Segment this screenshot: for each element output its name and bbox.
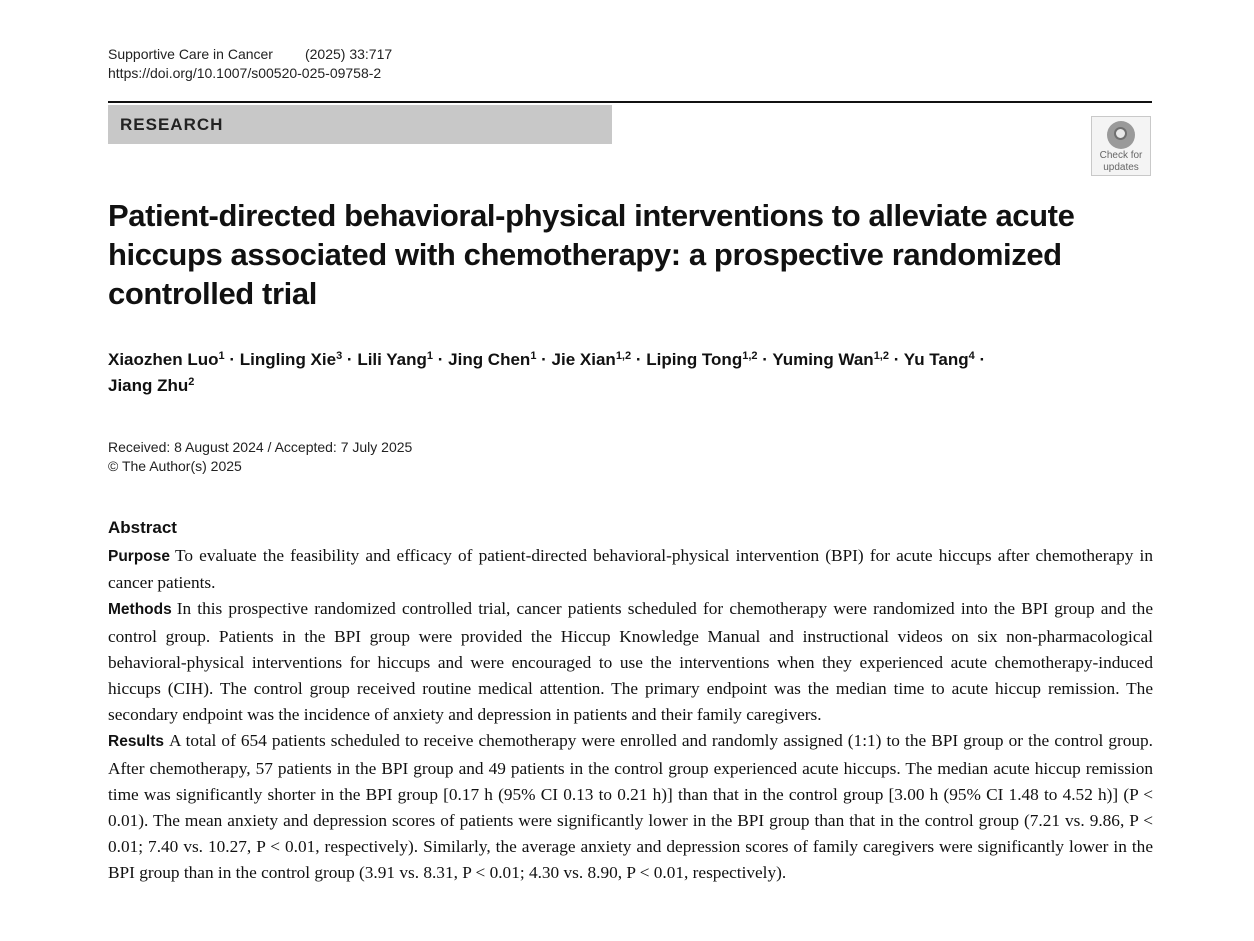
abstract-heading: Abstract <box>108 518 177 537</box>
purpose-text: To evaluate the feasibility and efficacy of patient-directed behavioral-physical intervention (BPI) for acute hiccups after chemotherapy in cancer patients. <box>108 546 1153 593</box>
author-name[interactable]: Xiaozhen Luo <box>108 350 219 369</box>
abstract-results <box>108 728 1153 886</box>
author-name[interactable]: Liping Tong <box>646 350 743 369</box>
abstract-methods <box>108 596 1153 728</box>
section-banner <box>108 105 612 144</box>
check-for-updates-badge[interactable] <box>1091 116 1151 176</box>
header-rule <box>108 101 1152 103</box>
author-name[interactable]: Lingling Xie <box>239 350 337 369</box>
journal-header <box>108 45 392 83</box>
author-affiliation: 4 <box>968 350 975 362</box>
author-affiliation: 1 <box>218 350 225 362</box>
author-name[interactable]: Jing Chen <box>448 350 531 369</box>
author-affiliation: 1 <box>530 350 537 362</box>
results-text: A total of 654 patients scheduled to receive chemotherapy were enrolled and randomly assigned (1:1) to the BPI group or the control group. After chemotherapy, 57 patients in the BPI group and 49 patients in the control group experienced acute hiccups. The median acute hiccup remission time was significantly shorter in the BPI group [0.17 h (95% CI 0.13 to 0.21 h)] than that in the control group [3.00 h (95% CI 1.48 to 4.52 h)] (P < 0.01). The mean anxiety and depression scores of patients were significantly lower in the BPI group than that in the control group (7.21 vs. 9.86, P < 0.01; 7.40 vs. 10.27, P < 0.01, respectively). Similarly, the average anxiety and depression scores of family caregivers were significantly lower in the BPI group than in the control group (3.91 vs. 8.31, P < 0.01; 4.30 vs. 8.90, P < 0.01, respectively). <box>108 731 1153 883</box>
author-affiliation: 1 <box>426 350 434 362</box>
abstract-body <box>108 543 1153 887</box>
author-affiliation: 3 <box>336 350 343 362</box>
received-accepted: Received: 8 August 2024 / Accepted: 7 July 2025 <box>108 439 413 455</box>
copyright: © The Author(s) 2025 <box>108 458 242 474</box>
author-affiliation: 1,2 <box>873 350 889 362</box>
author-name[interactable]: Jiang Zhu <box>108 376 189 395</box>
methods-text: In this prospective randomized controlled trial, cancer patients scheduled for chemotherapy were randomized into the BPI group and the control group. Patients in the BPI group were provided the Hiccup Knowledge Manual and instructional videos on six non-pharmacological behavioral-physical interventions for hiccups and were encouraged to use the interventions when they experienced acute chemotherapy-induced hiccups (CIH). The control group received routine medical attention. The primary endpoint was the median time to acute hiccup remission. The secondary endpoint was the incidence of anxiety and depression in patients and their family caregivers. <box>108 599 1153 725</box>
check-for-updates-text-2: updates <box>1103 162 1139 173</box>
paper-title: Patient-directed behavioral-physical interventions to alleviate acute hiccups associated with chemotherapy: a prospective randomized controlled trial <box>108 198 1075 311</box>
journal-volume: (2025) 33:717 <box>304 46 393 62</box>
author-name[interactable]: Yu Tang <box>903 350 969 369</box>
author-affiliation: 2 <box>188 376 195 388</box>
author-name[interactable]: Yuming Wan <box>772 350 874 369</box>
check-for-updates-text-1: Check for <box>1099 150 1143 161</box>
author-list: Xiaozhen Luo$^1$ · Lingling Xie$^3$ · Lili Yang$^1$ · Jing Chen$^1$ · Jie Xian$^{1,2}$ · Liping Tong$^{1,2}$ · Yuming Wan$^{1,2}$ · Yu Tang$^4$ · Jiang Zhu$^2$ <box>108 350 986 395</box>
purpose-label: Purpose <box>108 548 171 565</box>
author-affiliation: 1,2 <box>615 350 632 362</box>
abstract-purpose <box>108 543 1153 596</box>
author-name[interactable]: Jie Xian <box>551 350 616 369</box>
article-dates <box>108 438 412 476</box>
results-label: Results <box>108 733 164 751</box>
check-for-updates-icon <box>1107 121 1135 149</box>
author-name[interactable]: Lili Yang <box>357 350 427 369</box>
journal-name: Supportive Care in Cancer <box>108 46 273 62</box>
section-label: RESEARCH <box>120 115 224 134</box>
methods-label: Methods <box>108 601 172 619</box>
author-affiliation: 1,2 <box>742 350 758 362</box>
doi-link[interactable]: https://doi.org/10.1007/s00520-025-09758-2 <box>108 65 382 81</box>
